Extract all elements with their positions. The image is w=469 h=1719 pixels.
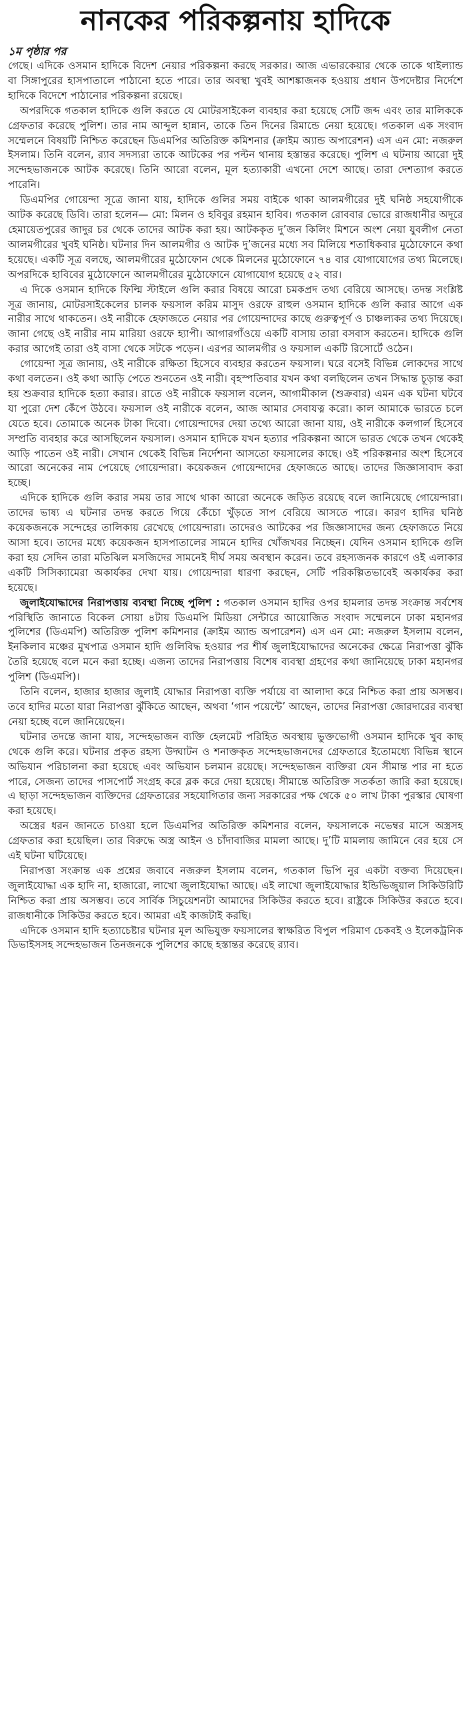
paragraph-12: এদিকে ওসমান হাদি হত্যাচেষ্টার ঘটনার মূল অভিযুক্ত ফয়সালের স্বাক্ষরিত বিপুল পরিমাণ চেকবই ও ইলেকট্রনিক ডিভাইসসহ সন্দেহভাজন তিনজনকে পুলিশের কাছে হস্তান্তর করেছে র‌্যাব। xyxy=(8,925,463,952)
paragraph-3: ডিএমপির গোয়েন্দা সূত্রে জানা যায়, হাদিকে গুলির সময় বাইকে থাকা আলমগীরের দুই ঘনিষ্ঠ সহযোগীকে আটক করেছে ডিবি। তারা হলেন— মো: মিলন ও হবিবুর রহমান হাবিব। গতকাল রোববার ভোরে রাজধানীর অদূরে হেমায়েতপুরের জাদুর চর থেকে তাদের আটক করা হয়। আটককৃত দু’জন কিলিং মিশনে অংশ নেয়া যুবলীগ নেতা আলমগীরের খুবই ঘনিষ্ঠ। ঘটনার দিন আলমগীর ও আটক দু’জনের মধ্যে সব মিলিয়ে শতাধিকবার মুঠোফোনে কথা হয়েছে। একটি সূত্র বলছে, আলমগীরের মুঠোফোন থেকে মিলনের মুঠোফোনে ৭৪ বার যোগাযোগের তথ্য মিলেছে। অপরদিকে হাবিবের মুঠোফোনে আলমগীরের মুঠোফোনে যোগাযোগ হয়েছে ৫২ বার। xyxy=(8,195,463,281)
paragraph-10: অস্ত্রের ধরন জানতে চাওয়া হলে ডিএমপির অতিরিক্ত কমিশনার বলেন, ফয়সালকে নভেম্বর মাসে অস্ত্রসহ গ্রেফতার করা হয়েছিল। তার বিরুদ্ধে অস্ত্র আইন ও চাঁদাবাজির মামলা আছে। দু’টি মামলায় জামিনে বের হয়ে সে এই ঘটনা ঘটিয়েছে। xyxy=(8,821,463,863)
article-body xyxy=(8,60,463,954)
subhead: জুলাইযোদ্ধাদের নিরাপত্তায় ব্যবস্থা নিচ্ছে পুলিশ : xyxy=(20,597,220,609)
paragraph-5: গোয়েন্দা সূত্র জানায়, ওই নারীকে রক্ষিতা হিসেবে ব্যবহার করতেন ফয়সাল। ঘরে বসেই বিভিন্ন লোকদের সাথে কথা বলতেন। ওই কথা আড়ি পেতে শুনতেন ওই নারী। বৃহস্পতিবার যখন কথা বলছিলেন তখন সিদ্ধান্ত চূড়ান্ত করা হয় শুক্রবার হাদিকে হত্যা করার। রাতে ওই নারীকে ফয়সাল বলেন, আগামীকাল (শুক্রবার) এমন এক ঘটনা ঘটবে যা পুরো দেশ কেঁপে উঠবে। ফয়সাল ওই নারীকে বলেন, আজ আমার সেবাযত্ন করো। কাল আমাকে ভারতে চলে যেতে হবে। তোমাকে অনেক টাকা দিবো। গোয়েন্দাদের দেয়া তথ্যে আরো জানা যায়, ওই নারীকে কলগার্ল হিসেবে সম্প্রতি ব্যবহার করে আসছিলেন ফয়সাল। ওসমান হাদিকে যখন হত্যার পরিকল্পনা আসে ভারত থেকে তখন থেকেই আড়ি পাতেন ওই নারী। সেখান থেকেই বিভিন্ন নির্দেশনা আসতো ফয়সালের কাছে। ওই পরিকল্পনার অংশ হিসেবে আরো অনেকের নাম পেয়েছে গোয়েন্দারা। কয়েকজন গোয়েন্দাদের হেফাজতে আছে। তাদের জিজ্ঞাসাবাদ করা হচ্ছে। xyxy=(8,359,463,490)
paragraph-4: এ দিকে ওসমান হাদিকে ফিল্মি স্টাইলে গুলি করার বিষয়ে আরো চমকপ্রদ তথ্য বেরিয়ে আসছে। তদন্ত সংশ্লিষ্ট সূত্র জানায়, মোটরসাইকেলের চালক ফয়সাল করিম মাসুদ ওরফে রাহুল ওসমান হাদিকে গুলি করার আগে এক নারীর সাথে থাকতেন। ওই নারীকে হেফাজতে নেয়ার পর গোয়েন্দাদের কাছে গুরুত্বপূর্ণ ও চাঞ্চল্যকর তথ্য দিয়েছে। জানা গেছে ওই নারীর নাম মারিয়া ওরফে হ্যাপী। আগারগাঁওয়ে একটি বাসায় তারা বসবাস করতেন। হাদিকে গুলি করার আগেই তারা ওই বাসা থেকে সটকে পড়েন। এরপর আলমগীর ও ফয়সাল একটি রিসোর্টে ওঠেন। xyxy=(8,284,463,356)
paragraph-8: তিনি বলেন, হাজার হাজার জুলাই যোদ্ধার নিরাপত্তা ব্যক্তি পর্যায়ে বা আলাদা করে নিশ্চিত করা প্রায় অসম্ভব। তবে হাদির মতো যারা নিরাপত্তা ঝুঁকিতে আছেন, অথবা ‘গান পয়েন্টে’ আছেন, তাদের নিরাপত্তা জোরদারের ব্যবস্থা নেয়া হচ্ছে বলে জানিয়েছেন। xyxy=(8,687,463,728)
continued-from-label: ১ম পৃষ্ঠার পর xyxy=(8,45,67,58)
paragraph-2: অপরদিকে গতকাল হাদিকে গুলি করতে যে মোটরসাইকেল ব্যবহার করা হয়েছে সেটি জব্দ এবং তার মালিককে গ্রেফতার করেছে পুলিশ। তার নাম আব্দুল হান্নান, তাকে তিন দিনের রিমান্ডে নেয়া হয়েছে। গতকাল এক সংবাদ সম্মেলনে বিষয়টি নিশ্চিত করেছেন ডিএমপির অতিরিক্ত কমিশনার (ক্রাইম অ্যান্ড অপারেশন) এস এন মো: নজরুল ইসলাম। তিনি বলেন, র‌্যাব সদস্যরা তাকে আটকের পর পল্টন থানায় হস্তান্তর করেছে। পুলিশ এ ঘটনায় আরো দুই সন্দেহভাজনকে আটক করেছে। তিনি আরো বলেন, মূল হত্যাকারী এখনো দেশে আছে। তারা দেশত্যাগ করতে পারেনি। xyxy=(8,105,463,192)
paragraph-11: নিরাপত্তা সংক্রান্ত এক প্রশ্নের জবাবে নজরুল ইসলাম বলেন, গতকাল ভিপি নুর একটা বক্তব্য দিয়েছেন। জুলাইযোদ্ধা এক হাদি না, হাজারো, লাখো জুলাইযোদ্ধা আছে। এই লাখো জুলাইযোদ্ধার ইন্ডিভিজুয়াল সিকিউরিটি নিশ্চিত করা প্রায় অসম্ভব। তবে সার্বিক সিচুয়েশনটা আমাদের সিকিউর করতে হবে। রাষ্ট্রকে সিকিউর করতে হবে। রাজধানীকে সিকিউর করতে হবে। আমরা এই কাজটাই করছি। xyxy=(8,865,463,922)
paragraph-1: গেছে। এদিকে ওসমান হাদিকে বিদেশ নেয়ার পরিকল্পনা করছে সরকার। আজ এভারকেয়ার থেকে তাকে থাইল্যান্ড বা সিঙ্গাপুরের হাসপাতালে পাঠানো হতে পারে। তার অবস্থা খুবই আশঙ্কাজনক হওয়ায় প্রধান উপদেষ্টার নির্দেশে হাদিকে বিদেশে পাঠানোর পরিকল্পনা রয়েছে। xyxy=(8,61,463,102)
headline: নানকের পরিকল্পনায় হাদিকে xyxy=(80,4,391,37)
paragraph-7-text: গতকাল ওসমান হাদির ওপর হামলার তদন্ত সংক্রান্ত সর্বশেষ পরিস্থিতি জানাতে বিকেল সোয়া ৪টায় ডিএমপি মিডিয়া সেন্টারে আয়োজিত সংবাদ সম্মেলনে ঢাকা মহানগর পুলিশের (ডিএমপি) অতিরিক্ত পুলিশ কমিশনার (ক্রাইম অ্যান্ড অপারেশন) এস এন মো: নজরুল ইসলাম বলেন, ইনকিলাব মঞ্চের মুখপাত্র ওসমান হাদি গুলিবিদ্ধ হওয়ার পর শীর্ষ জুলাইযোদ্ধাদের অনেকের ক্ষেত্রে নিরাপত্তা ঝুঁকি তৈরি হয়েছে বলে মনে করা হচ্ছে। এজন্য তাদের নিরাপত্তায় বিশেষ ব্যবস্থা গ্রহণের কথা জানিয়েছে ঢাকা মহানগর পুলিশ (ডিএমপি)। xyxy=(8,597,463,684)
paragraph-7 xyxy=(8,597,463,686)
paragraph-9: ঘটনার তদন্তে জানা যায়, সন্দেহভাজন ব্যক্তি হেলমেট পরিহিত অবস্থায় ভুক্তভোগী ওসমান হাদিকে খুব কাছ থেকে গুলি করে। ঘটনার প্রকৃত রহস্য উদ্ঘাটন ও শনাক্তকৃত সন্দেহভাজনদের গ্রেফতারে ইতোমধ্যে বিভিন্ন স্থানে অভিযান পরিচালনা করা হয়েছে এবং অভিযান চলমান রয়েছে। সন্দেহভাজন ব্যক্তিরা যেন সীমান্ত পার না হতে পারে, সেজন্য তাদের পাসপোর্ট সংগ্রহ করে ব্লক করে দেয়া হয়েছে। সীমান্তে অতিরিক্ত সতর্কতা জারি করা হয়েছে। এ ছাড়া সন্দেহভাজন ব্যক্তিদের গ্রেফতারের সহযোগিতার জন্য সরকারের পক্ষ থেকে ৫০ লাখ টাকা পুরস্কার ঘোষণা করা হয়েছে। xyxy=(8,731,463,818)
paragraph-6: এদিকে হাদিকে গুলি করার সময় তার সাথে থাকা আরো অনেকে জড়িত রয়েছে বলে জানিয়েছে গোয়েন্দারা। তাদের ভাষ্য এ ঘটনার তদন্ত করতে গিয়ে কেঁচো খুঁড়তে সাপ বেরিয়ে আসতে পারে। কারণ হাদির ঘনিষ্ঠ কয়েকজনকে সন্দেহের তালিকায় রেখেছে গোয়েন্দারা। তাদেরও আটকের পর জিজ্ঞাসাদের জন্য হেফাজতে নিয়ে আসা হবে। তাদের মধ্যে কয়েকজন হাসপাতালের সামনে হাদির খোঁজখবর নিচ্ছেন। যেদিন ওসমান হাদিকে গুলি করা হয় সেদিন তারা মতিঝিল মসজিদের সামনেই দীর্ঘ সময় অবস্থান করেন। তবে রহস্যজনক কারণে ওই এলাকার একটি সিসিক্যামেরা অকার্যকর দেখা যায়। গোয়েন্দারা ধারণা করছেন, সেটি পরিকল্পিতভাবেই অকার্যকর করা হয়েছে। xyxy=(8,493,463,594)
